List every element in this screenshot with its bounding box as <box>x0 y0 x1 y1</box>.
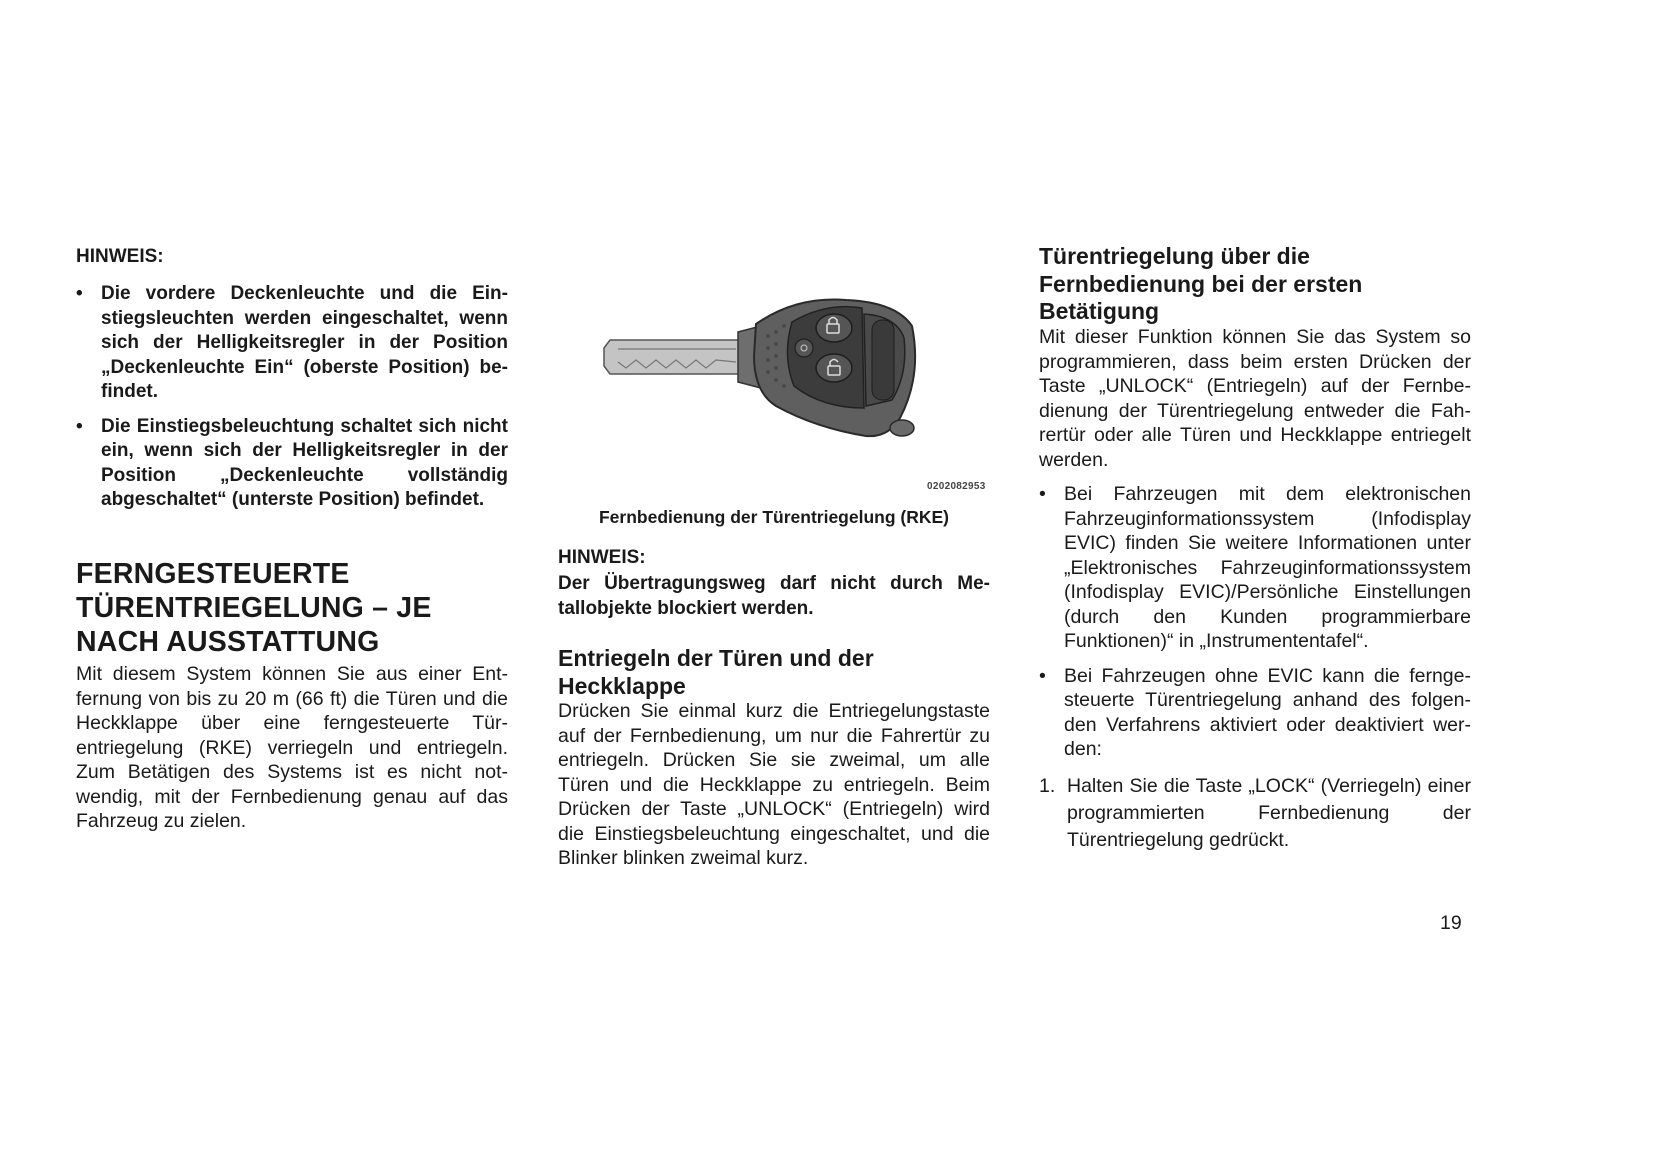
steps-list <box>1039 773 1471 854</box>
key-fob-icon <box>596 296 926 456</box>
subsection-paragraph: Drücken Sie einmal kurz die Entriegelungstaste auf der Fernbedienung, um nur die Fahrertür zu entriegeln. Drücken Sie sie zweimal, um alle Türen und die Heckklappe zu entriegeln. Beim Drücken der Taste „UNLOCK“ (Entriegeln) wird die Einstiegsbeleuchtung eingeschaltet, und die Blinker blinken zweimal kurz. <box>558 700 990 869</box>
note-list <box>76 282 508 523</box>
list-item: • Bei Fahrzeugen ohne EVIC kann die ferngesteuerte Türentriegelung anhand des folgenden Verfahrens aktiviert oder deaktiviert werden: <box>1039 664 1471 762</box>
note-item: • Die vordere Deckenleuchte und die Einstiegsleuchten werden eingeschaltet, wenn sich der Helligkeitsregler in der Position „Deckenleuchte Ein“ (oberste Position) befindet. <box>76 282 508 405</box>
page-number: 19 <box>1440 912 1462 934</box>
list-item: • Bei Fahrzeugen mit dem elektronischen Fahrzeuginformationssystem (Infodisplay EVIC) finden Sie weitere Informationen unter „Elektronisches Fahrzeuginformationssystem (Infodisplay EVIC)/Persönliche Einstellungen (durch den Kunden programmierbare Funktionen)“ in „Instrumententafel“. <box>1039 482 1471 654</box>
key-fob-figure <box>596 296 926 456</box>
bullet-list <box>1039 482 1471 772</box>
note-item: • Die Einstiegsbeleuchtung schaltet sich nicht ein, wenn sich der Helligkeitsregler in der Position „Deckenleuchte vollständig abgeschaltet“ (unterste Position) befindet. <box>76 415 508 513</box>
figure-id: 0202082953 <box>927 481 986 492</box>
section-paragraph: Mit diesem System können Sie aus einer Entfernung von bis zu 20 m (66 ft) die Türen und die Heckklappe über eine ferngesteuerte Türentriegelung (RKE) verriegeln und entriegeln. Zum Betätigen des Systems ist es nicht notwendig, mit der Fernbedienung genau auf das Fahrzeug zu zielen. <box>76 663 508 832</box>
note-text: Der Übertragungsweg darf nicht durch Metallobjekte blockiert werden. <box>558 573 990 619</box>
step-item: 1. Halten Sie die Taste „LOCK“ (Verriegeln) einer programmierten Fernbedienung der Türentriegelung gedrückt. <box>1039 775 1471 851</box>
figure-caption: Fernbedienung der Türentriegelung (RKE) <box>598 507 949 527</box>
section-heading: FERNGESTEUERTE TÜRENTRIEGELUNG – JE NACH AUSSTATTUNG <box>76 558 432 658</box>
subsection-paragraph: Mit dieser Funktion können Sie das System so programmieren, dass beim ersten Drücken der Taste „UNLOCK“ (Entriegeln) auf der Fernbedienung der Türentriegelung entweder die Fahrertür oder alle Türen und Heckklappe entriegelt werden. <box>1039 326 1471 471</box>
note-label: HINWEIS: <box>76 246 164 267</box>
subheading: Türentriegelung über die Fernbedienung bei der ersten Betätigung <box>1039 243 1363 324</box>
subheading: Entriegeln der Türen und der Heckklappe <box>558 645 874 699</box>
note-label: HINWEIS: <box>558 547 646 568</box>
